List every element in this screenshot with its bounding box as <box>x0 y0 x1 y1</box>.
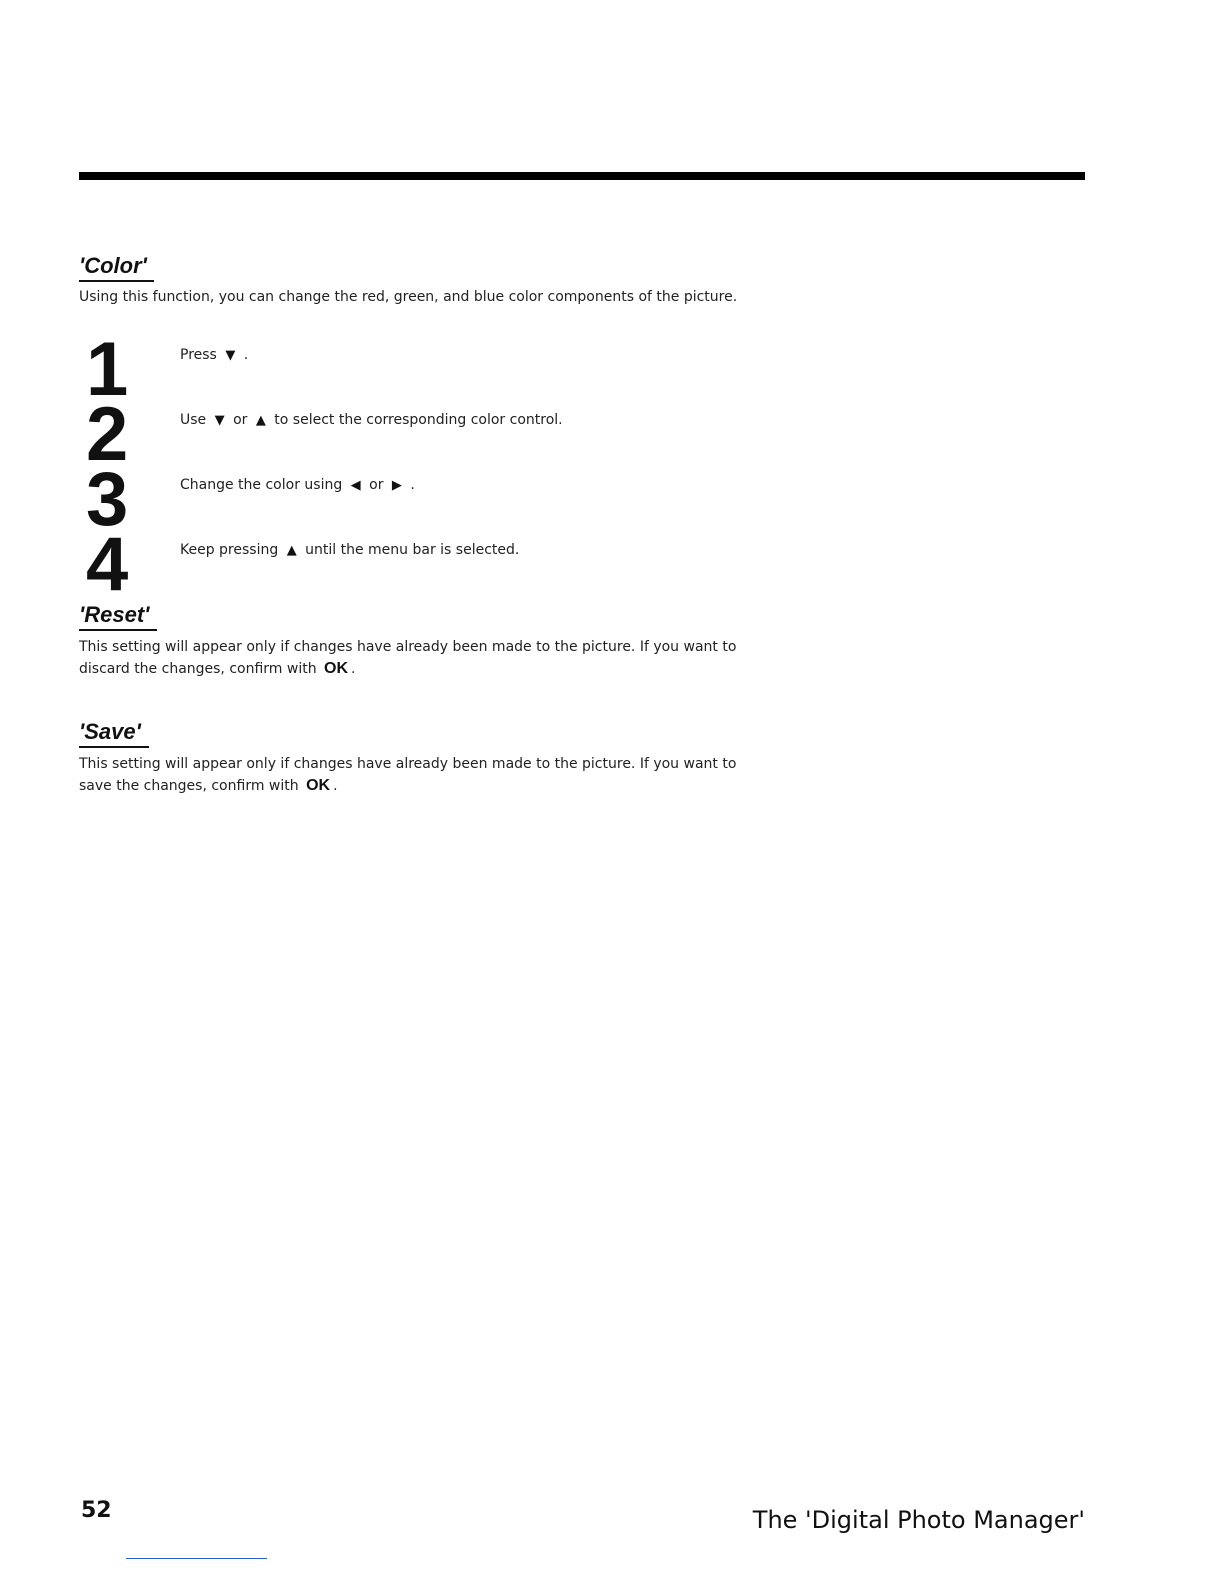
step-number-4: 4 <box>86 522 129 607</box>
step-2-text-c: to select the corresponding color control. <box>274 412 563 428</box>
step-text-4 <box>180 540 519 561</box>
step-3-text-c: . <box>410 477 415 493</box>
page-number: 52 <box>81 1498 112 1523</box>
save-heading-underline <box>79 746 149 748</box>
reset-heading: 'Reset' <box>79 602 150 627</box>
step-2-text-b: or <box>233 412 248 428</box>
color-heading: 'Color' <box>79 253 147 278</box>
reset-body <box>79 637 769 680</box>
step-1-text-a: Press <box>180 347 217 363</box>
ok-key-label: OK <box>324 660 349 677</box>
step-text-2 <box>180 410 563 431</box>
step-4-text-a: Keep pressing <box>180 542 279 558</box>
reset-body-end: . <box>351 661 356 677</box>
save-heading: 'Save' <box>79 719 141 744</box>
up-arrow-icon: ▲ <box>255 413 266 428</box>
save-body <box>79 754 769 797</box>
up-arrow-icon: ▲ <box>286 543 297 558</box>
footer-chapter-title: The 'Digital Photo Manager' <box>752 1506 1085 1534</box>
right-arrow-icon: ▶ <box>391 478 402 493</box>
down-arrow-icon: ▼ <box>225 348 236 363</box>
left-arrow-icon: ◀ <box>350 478 361 493</box>
ok-key-label: OK <box>306 777 331 794</box>
step-3-text-b: or <box>369 477 384 493</box>
save-body-end: . <box>333 778 338 794</box>
color-heading-underline <box>79 280 154 282</box>
step-number-1: 1 <box>86 327 129 412</box>
step-number-2: 2 <box>86 392 129 477</box>
step-text-1 <box>180 345 248 366</box>
reset-body-text: This setting will appear only if changes have already been made to the picture. If you want to discard the changes, confirm with <box>79 639 737 677</box>
down-arrow-icon: ▼ <box>214 413 225 428</box>
step-4-text-b: until the menu bar is selected. <box>305 542 520 558</box>
step-number-3: 3 <box>86 457 129 542</box>
step-1-text-b: . <box>243 347 249 363</box>
color-intro: Using this function, you can change the red, green, and blue color components of the picture. <box>79 289 738 305</box>
step-text-3 <box>180 475 415 496</box>
step-2-text-a: Use <box>180 412 207 428</box>
reset-heading-underline <box>79 629 157 631</box>
save-body-text: This setting will appear only if changes have already been made to the picture. If you want to save the changes, confirm with <box>79 756 737 794</box>
step-3-text-a: Change the color using <box>180 477 343 493</box>
footer-rule <box>126 1558 267 1559</box>
top-rule <box>79 172 1085 180</box>
